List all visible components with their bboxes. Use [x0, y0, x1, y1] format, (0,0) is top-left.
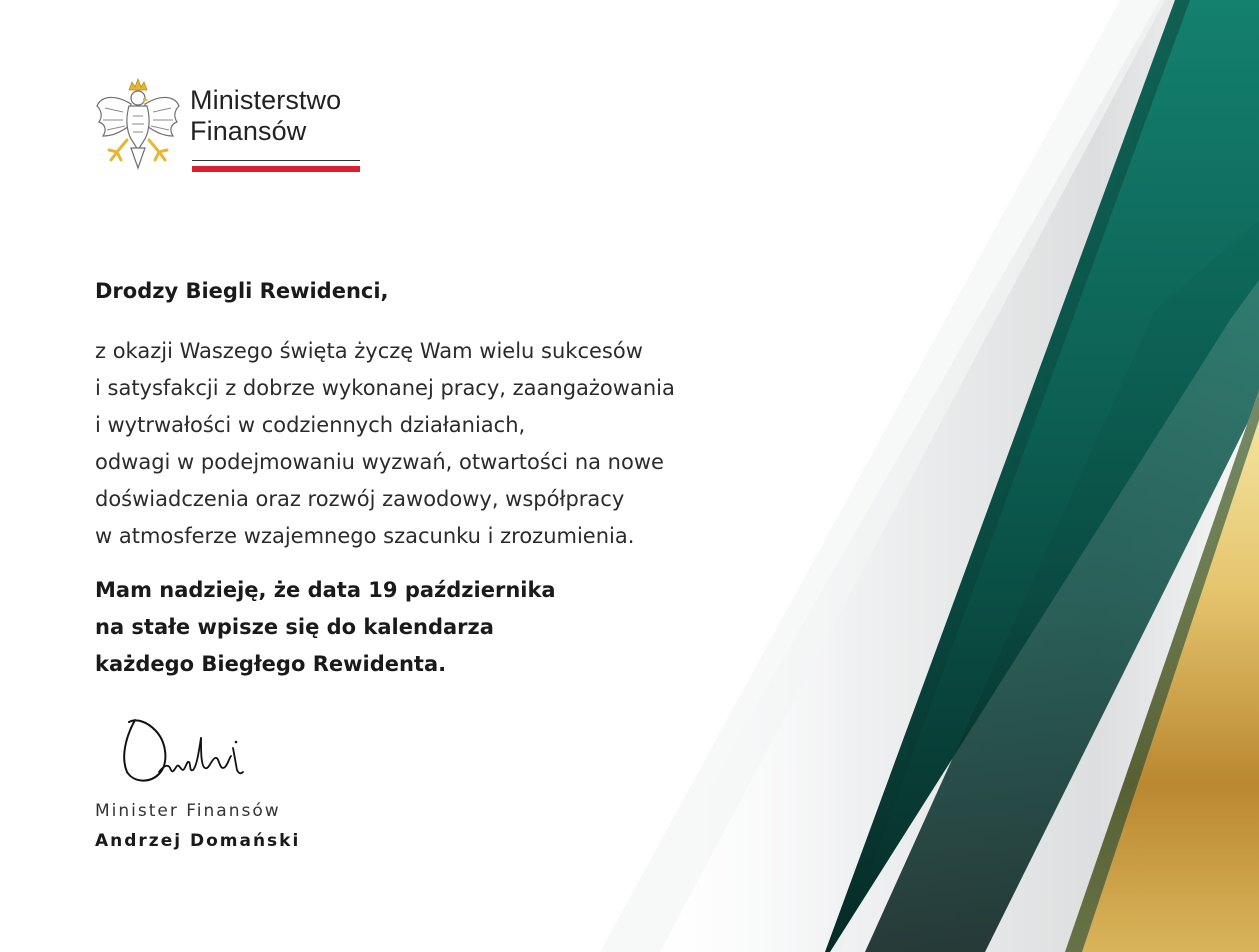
body-line: odwagi w podejmowaniu wyzwań, otwartości na nowe [95, 450, 664, 474]
logo-red-stripe [192, 166, 360, 172]
signatory-title: Minister Finansów [95, 801, 281, 821]
closing-line: Mam nadzieję, że data 19 października [95, 578, 556, 602]
signatory-name: Andrzej Domański [95, 831, 301, 851]
body-line: w atmosferze wzajemnego szacunku i zrozumienia. [95, 524, 635, 548]
white-eagle-emblem-icon [93, 76, 183, 172]
closing-line: na stałe wpisze się do kalendarza [95, 615, 494, 639]
handwritten-signature [115, 708, 255, 788]
body-line: z okazji Waszego święta życzę Wam wielu sukcesów [95, 339, 643, 363]
ministry-name-line1: Ministerstwo [190, 85, 342, 115]
logo-divider-line [192, 160, 360, 161]
letter-body [95, 333, 675, 555]
closing-line: każdego Biegłego Rewidenta. [95, 652, 447, 676]
ministry-logo [93, 76, 373, 176]
letter-greeting: Drodzy Biegli Rewidenci, [95, 279, 389, 303]
body-line: doświadczenia oraz rozwój zawodowy, współpracy [95, 487, 625, 511]
ministry-name-line2: Finansów [190, 116, 307, 146]
letter-closing [95, 572, 556, 683]
body-line: i wytrwałości w codziennych działaniach, [95, 413, 526, 437]
ministry-name [190, 85, 341, 147]
body-line: i satysfakcji z dobrze wykonanej pracy, zaangażowania [95, 376, 675, 400]
